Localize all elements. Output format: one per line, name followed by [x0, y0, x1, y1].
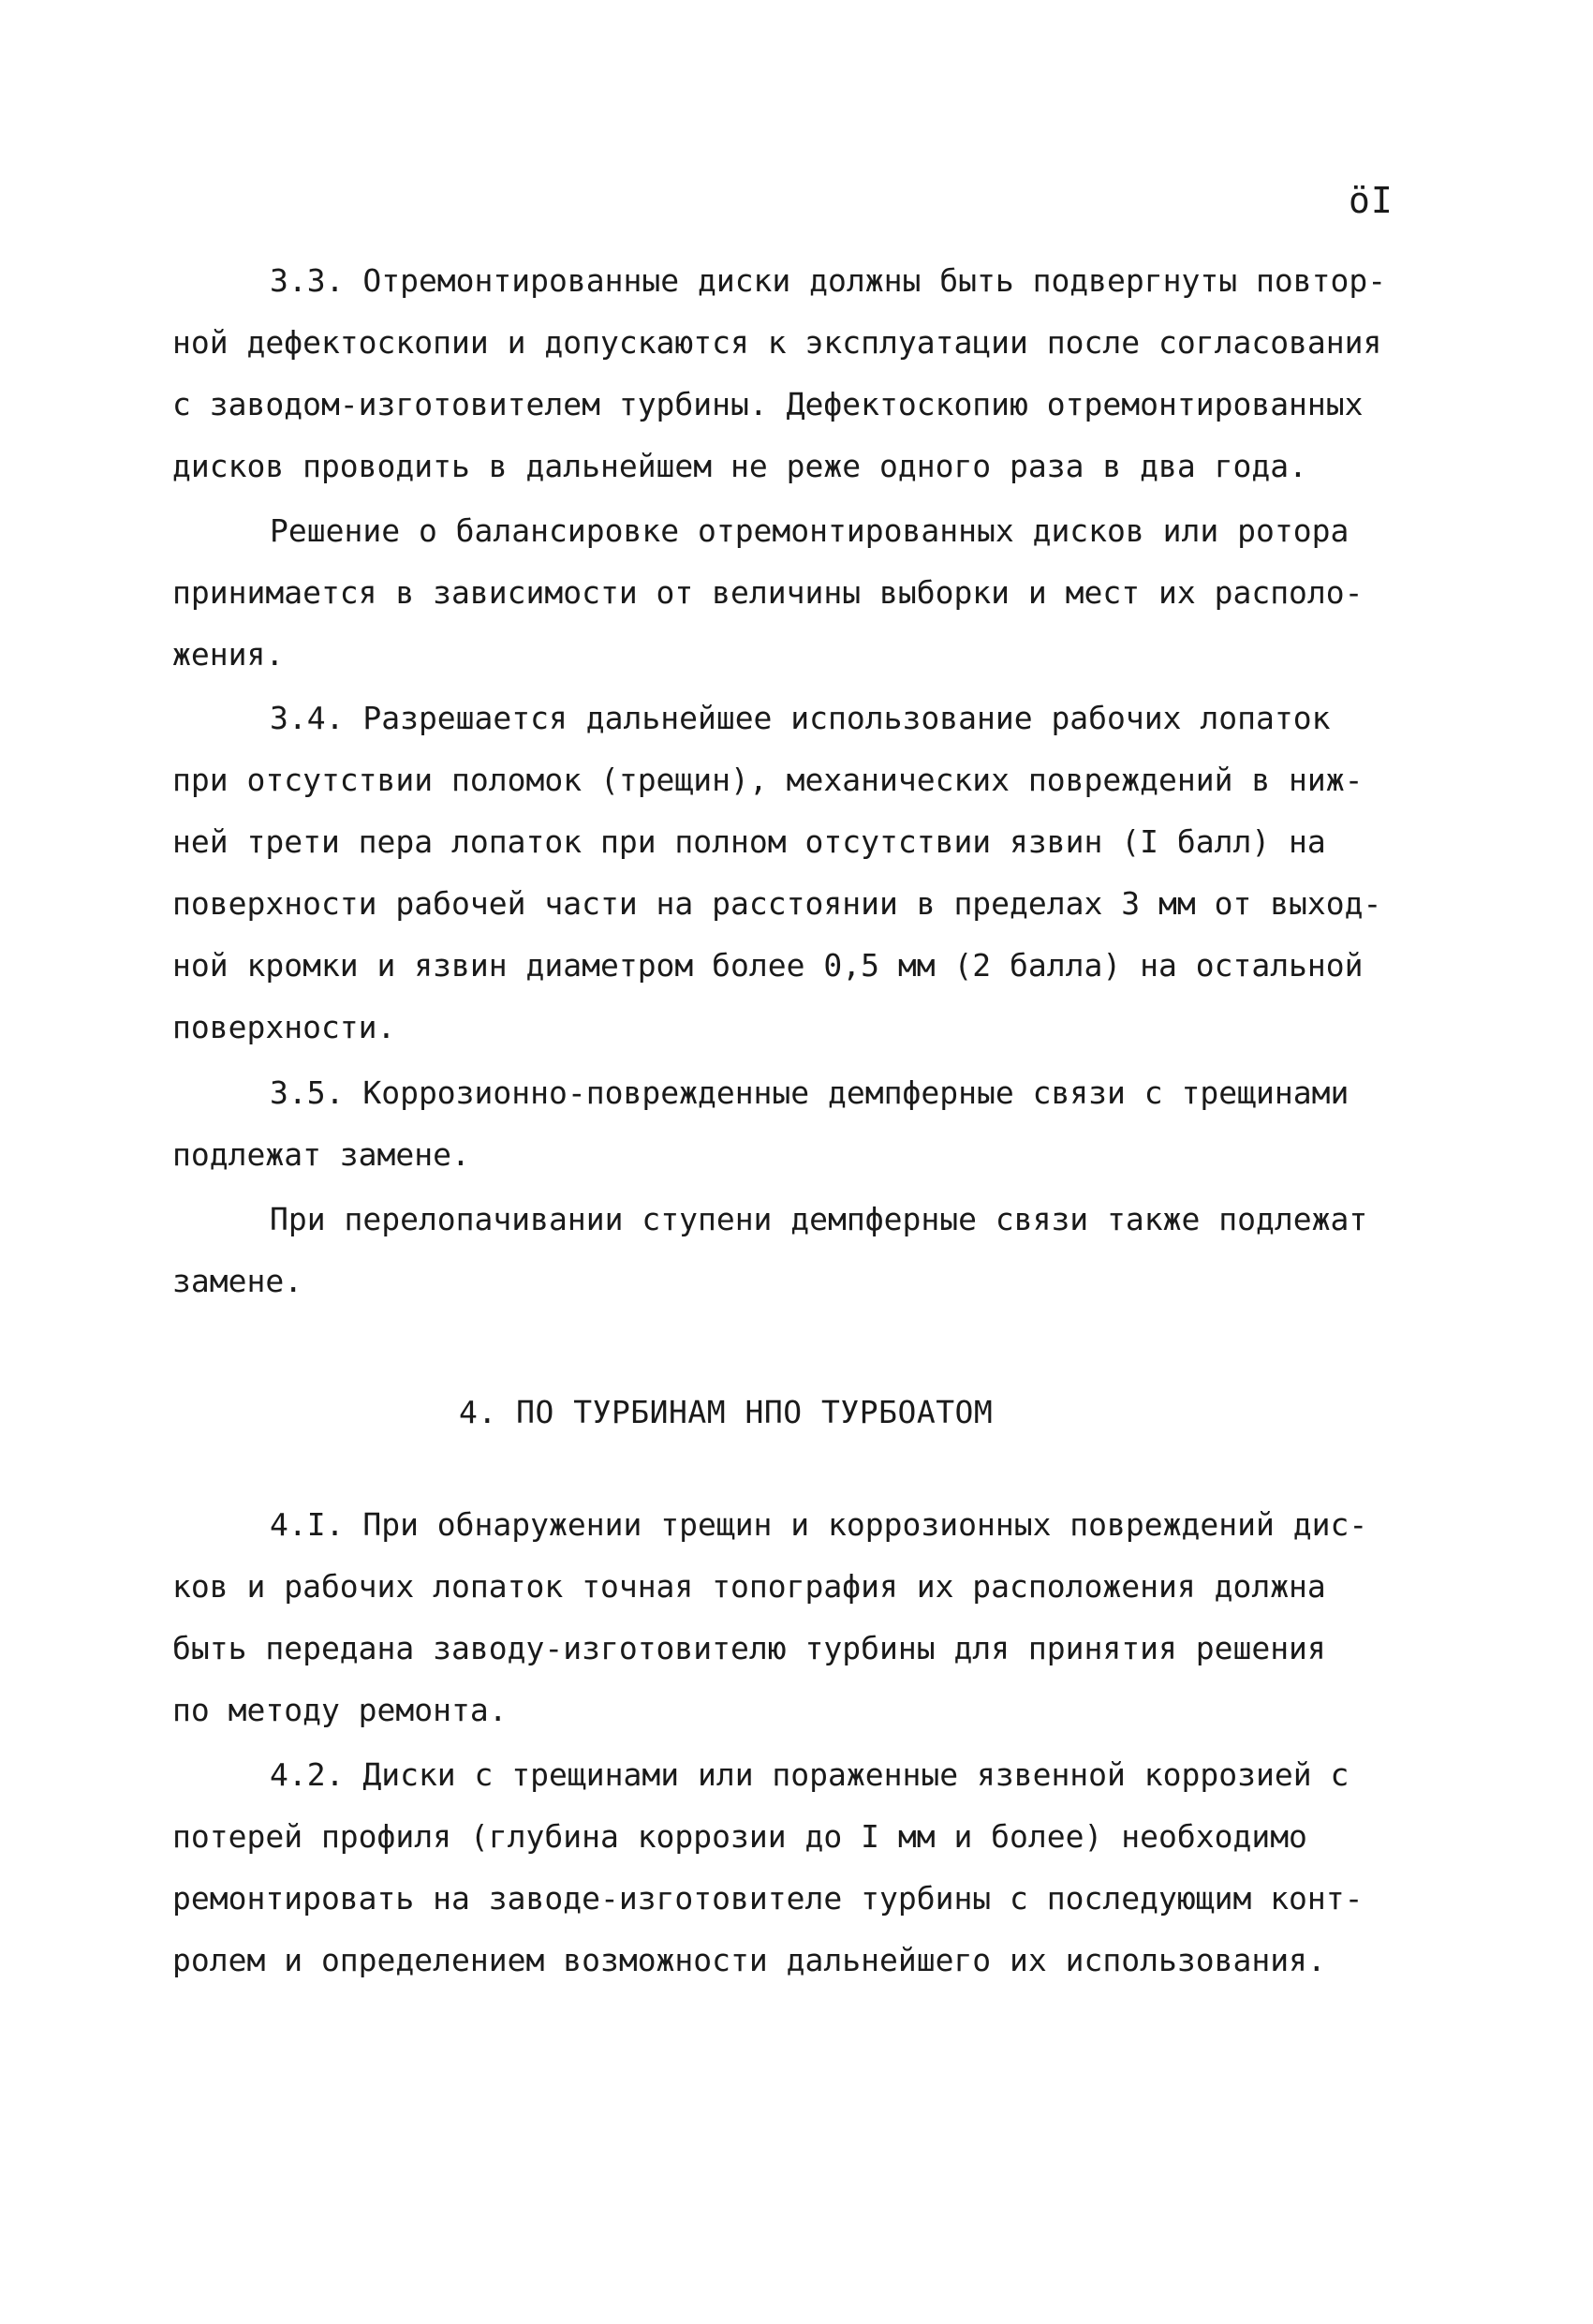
- paragraph-3-4-line-4: поверхности рабочей части на расстоянии в пределах 3 мм от выход-: [172, 885, 1382, 922]
- paragraph-4-2-line-2: потерей профиля (глубина коррозии до I мм и более) необходимо: [172, 1818, 1307, 1855]
- paragraph-3-5-line-2: подлежат замене.: [172, 1136, 470, 1173]
- paragraph-3-3-line-4: дисков проводить в дальнейшем не реже одного раза в два года.: [172, 448, 1307, 484]
- page-number: öI: [1349, 180, 1394, 221]
- paragraph-4-2-line-1: 4.2. Диски с трещинами или пораженные язвенной коррозией с: [270, 1756, 1350, 1793]
- paragraph-4-1-line-1: 4.I. При обнаружении трещин и коррозионных повреждений дис-: [270, 1506, 1368, 1543]
- paragraph-balancing-line-2: принимается в зависимости от величины выборки и мест их располо-: [172, 574, 1364, 611]
- paragraph-4-2-line-3: ремонтировать на заводе-изготовителе турбины с последующим конт-: [172, 1880, 1364, 1917]
- paragraph-3-3-line-3: с заводом-изготовителем турбины. Дефектоскопию отремонтированных: [172, 386, 1364, 422]
- paragraph-3-4-line-1: 3.4. Разрешается дальнейшее использование рабочих лопаток: [270, 700, 1331, 736]
- paragraph-reblading-line-2: замене.: [172, 1263, 303, 1299]
- paragraph-balancing-line-3: жения.: [172, 636, 285, 673]
- paragraph-balancing-line-1: Решение о балансировке отремонтированных дисков или ротора: [270, 512, 1350, 549]
- paragraph-3-5-line-1: 3.5. Коррозионно-поврежденные демпферные связи с трещинами: [270, 1074, 1350, 1111]
- paragraph-3-4-line-5: ной кромки и язвин диаметром более 0,5 мм (2 балла) на остальной: [172, 947, 1364, 984]
- paragraph-4-1-line-2: ков и рабочих лопаток точная топография их расположения должна: [172, 1568, 1326, 1605]
- paragraph-3-4-line-6: поверхности.: [172, 1009, 396, 1045]
- paragraph-3-4-line-3: ней трети пера лопаток при полном отсутствии язвин (I балл) на: [172, 823, 1326, 860]
- paragraph-3-3-line-2: ной дефектоскопии и допускаются к эксплуатации после согласования: [172, 324, 1382, 361]
- paragraph-4-1-line-4: по методу ремонта.: [172, 1692, 508, 1728]
- paragraph-3-3-line-1: 3.3. Отремонтированные диски должны быть подвергнуты повтор-: [270, 262, 1387, 299]
- paragraph-4-1-line-3: быть передана заводу-изготовителю турбины для принятия решения: [172, 1630, 1326, 1666]
- paragraph-4-2-line-4: ролем и определением возможности дальнейшего их использования.: [172, 1942, 1326, 1978]
- paragraph-3-4-line-2: при отсутствии поломок (трещин), механических повреждений в ниж-: [172, 762, 1364, 798]
- section-heading: 4. ПО ТУРБИНАМ НПО ТУРБОАТОМ: [459, 1394, 994, 1430]
- paragraph-reblading-line-1: При перелопачивании ступени демпферные связи также подлежат: [270, 1201, 1368, 1237]
